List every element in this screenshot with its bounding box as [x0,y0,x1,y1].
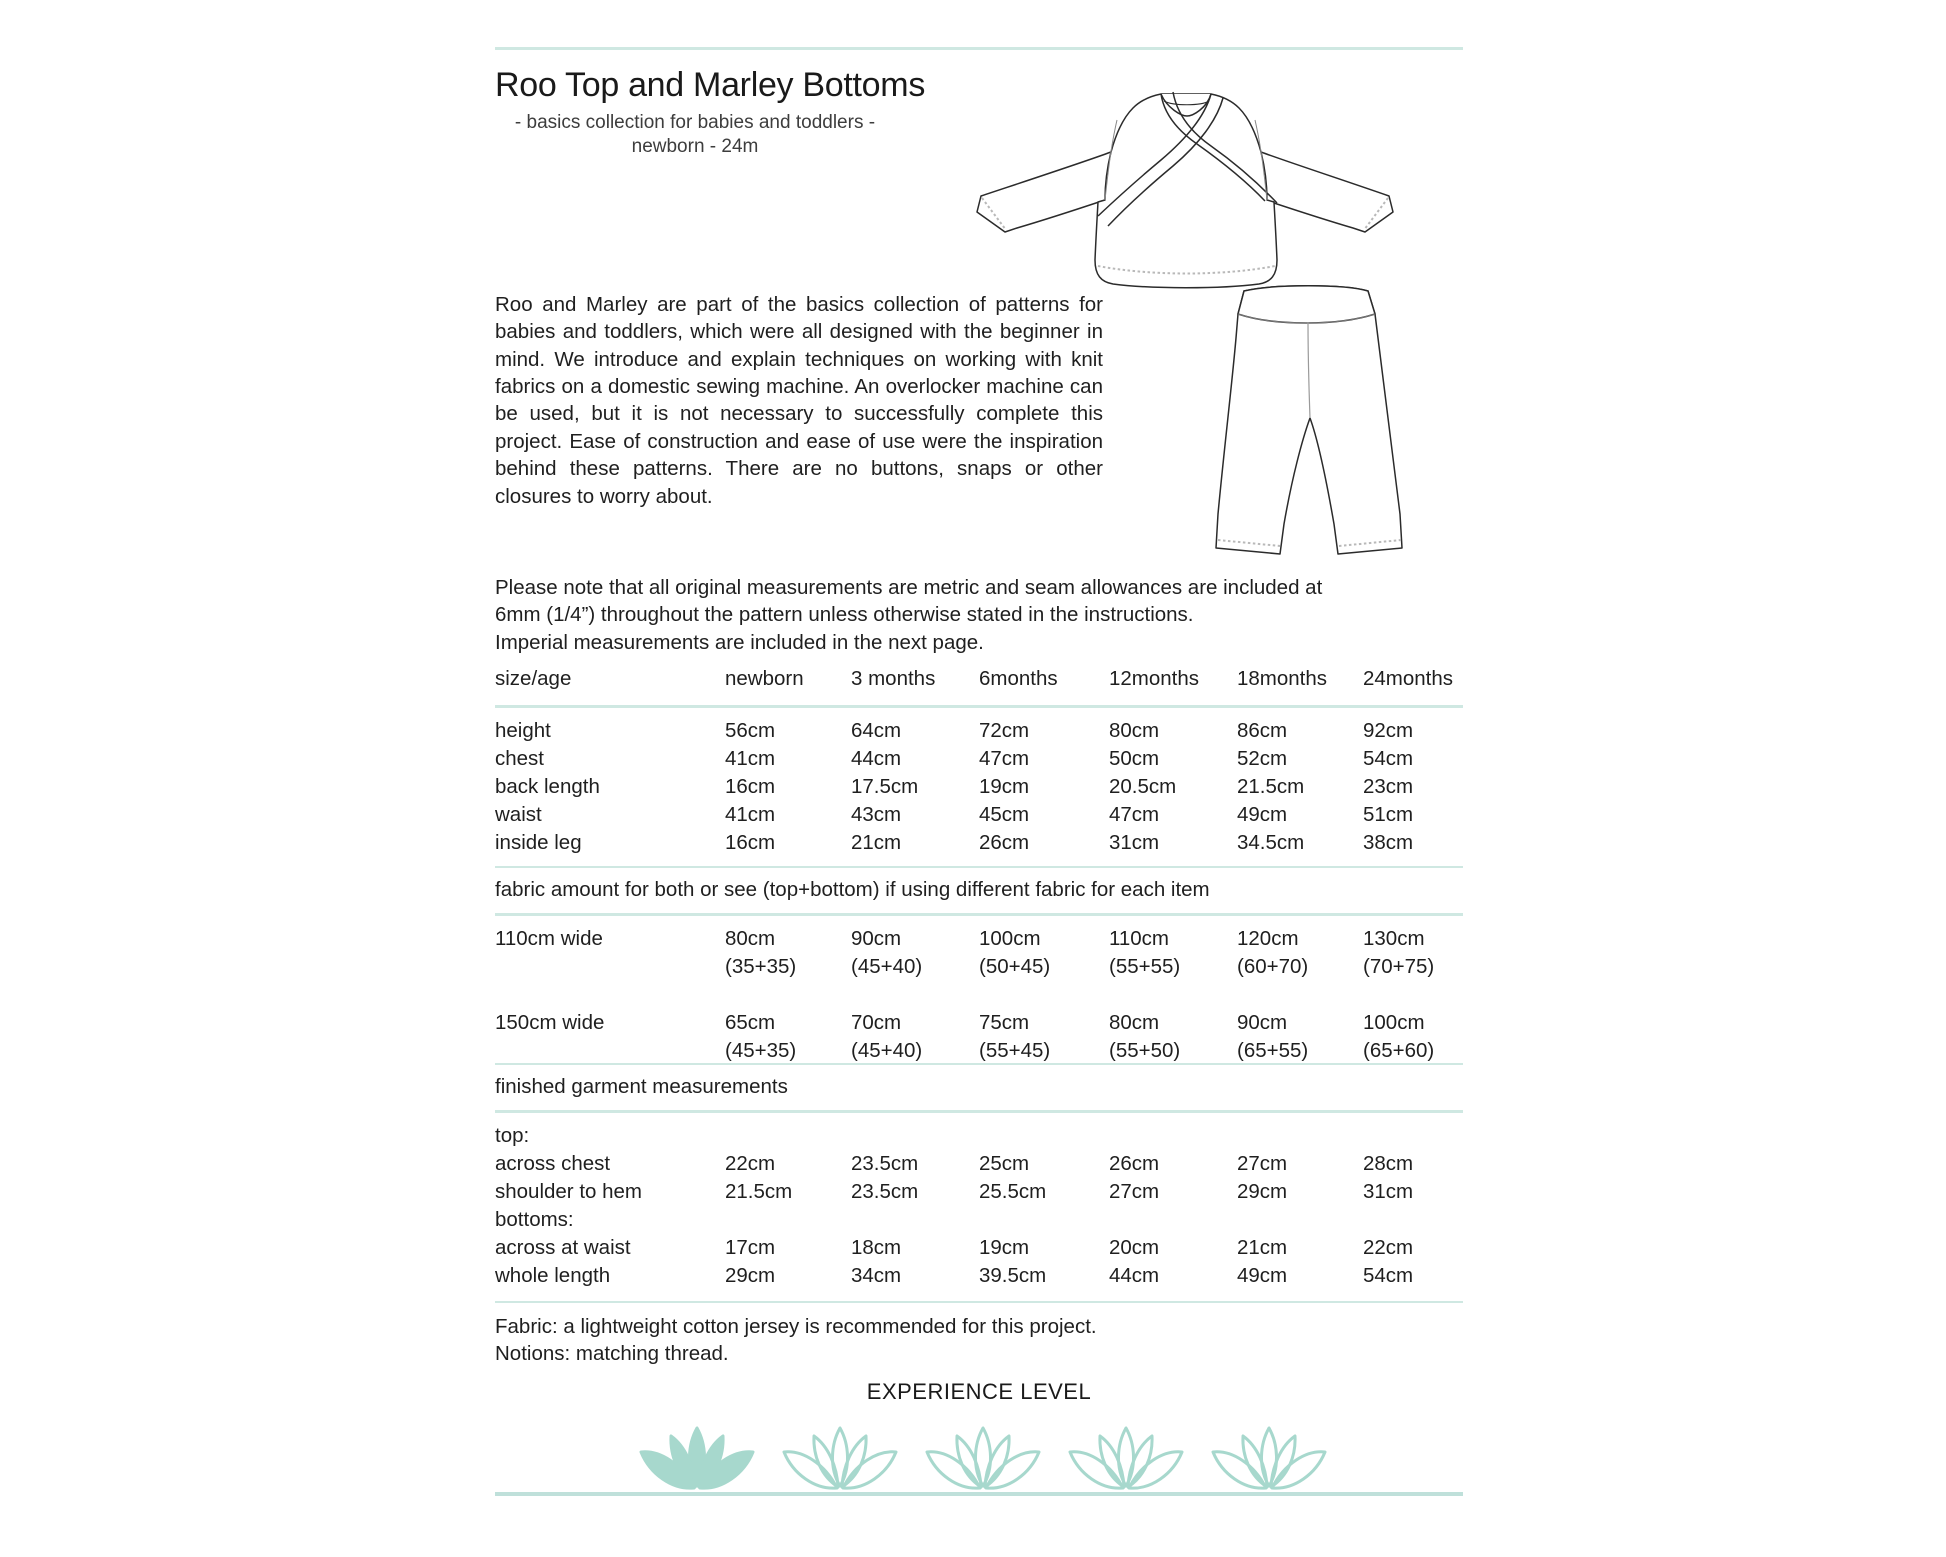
metric-note [495,574,1455,656]
cell-inside-leg-newborn: 16cm [725,831,776,854]
row-label-whole-length: whole length [495,1263,611,1287]
cell-across-chest-24m: 28cm [1363,1151,1414,1175]
cell-110-split-3m: (45+40) [851,954,923,978]
cell-shoulder-hem-18m: 29cm [1237,1179,1288,1203]
cell-across-waist-12m: 20cm [1109,1235,1160,1259]
cell-across-waist-6m: 19cm [979,1235,1030,1259]
cell-150-18m: 90cm [1237,1010,1288,1034]
cell-across-waist-24m: 22cm [1363,1235,1414,1259]
cell-chest-12m: 50cm [1109,747,1160,770]
row-label-back-length: back length [495,775,600,798]
cell-shoulder-hem-24m: 31cm [1363,1179,1414,1203]
cell-height-newborn: 56cm [725,719,776,742]
cell-back-length-6m: 19cm [979,775,1030,798]
cell-110-split-6m: (50+45) [979,954,1051,978]
cell-back-length-12m: 20.5cm [1109,775,1177,798]
cell-chest-newborn: 41cm [725,747,776,770]
cell-across-chest-12m: 26cm [1109,1151,1160,1175]
fabric-section-heading: fabric amount for both or see (top+bottom) if using different fabric for each item [495,878,1210,901]
cell-110-split-12m: (55+55) [1109,954,1181,978]
cell-waist-12m: 47cm [1109,803,1160,826]
row-label-across-chest: across chest [495,1151,611,1175]
cell-across-chest-18m: 27cm [1237,1151,1288,1175]
row-label-across-at-waist: across at waist [495,1235,631,1259]
cell-inside-leg-24m: 38cm [1363,831,1414,854]
cell-150-newborn: 65cm [725,1010,776,1034]
cell-150-split-24m: (65+60) [1363,1038,1435,1062]
finished-section-heading: finished garment measurements [495,1075,788,1098]
cell-waist-6m: 45cm [979,803,1030,826]
cell-shoulder-hem-newborn: 21.5cm [725,1179,793,1203]
group-label-row [495,1209,1463,1237]
group-label-row [495,1125,1463,1153]
cell-whole-length-24m: 54cm [1363,1263,1414,1287]
cell-110-3m: 90cm [851,926,902,950]
header-block [495,66,1015,160]
row-label-150cm-wide: 150cm wide [495,1010,605,1034]
cell-110-newborn: 80cm [725,926,776,950]
subtitle-line-2: newborn - 24m [631,136,759,158]
size-table-body [495,720,1463,860]
table-row [495,776,1463,804]
cell-whole-length-newborn: 29cm [725,1263,776,1287]
cell-waist-24m: 51cm [1363,803,1414,826]
cell-across-chest-newborn: 22cm [725,1151,776,1175]
cell-150-split-3m: (45+40) [851,1038,923,1062]
table-row [495,1153,1463,1181]
cell-110-split-newborn: (35+35) [725,954,797,978]
page-title: Roo Top and Marley Bottoms [495,66,926,104]
cell-waist-3m: 43cm [851,803,902,826]
cell-back-length-24m: 23cm [1363,775,1414,798]
cell-height-3m: 64cm [851,719,902,742]
col-header-6-months: 6months [979,667,1058,690]
cell-150-3m: 70cm [851,1010,902,1034]
row-label-height: height [495,719,551,742]
cell-110-24m: 130cm [1363,926,1425,950]
cell-150-split-12m: (55+50) [1109,1038,1181,1062]
top-divider-rule [495,47,1463,50]
wrap-kimono-top-illustration [965,60,1405,290]
cell-chest-18m: 52cm [1237,747,1288,770]
table-row [495,928,1463,956]
cell-150-split-18m: (65+55) [1237,1038,1309,1062]
size-table-header-row [495,668,1463,705]
cell-inside-leg-3m: 21cm [851,831,902,854]
spacer-row [495,984,1463,1012]
lotus-icon [924,1424,1042,1496]
size-table [495,668,1463,705]
table-row [495,1181,1463,1209]
cell-shoulder-hem-12m: 27cm [1109,1179,1160,1203]
lotus-icon [1210,1424,1328,1496]
cell-whole-length-6m: 39.5cm [979,1263,1047,1287]
cell-110-6m: 100cm [979,926,1041,950]
group-label-bottoms: bottoms: [495,1207,574,1231]
cell-whole-length-3m: 34cm [851,1263,902,1287]
cell-across-chest-3m: 23.5cm [851,1151,919,1175]
lotus-icon [781,1424,899,1496]
cell-inside-leg-12m: 31cm [1109,831,1160,854]
intro-paragraph: Roo and Marley are part of the basics collection of patterns for babies and toddlers, which were all designed with the beginner in mind. We introduce and explain techniques on working with knit fabrics on a domestic sewing machine. An overlocker machine can be used, but it is not necessary to successfully complete this project. Ease of construction and ease of use were the inspiration behind these patterns. There are no buttons, snaps or other closures to worry about. [495,293,1103,508]
lotus-icon [1067,1424,1185,1496]
group-label-top: top: [495,1123,530,1147]
cell-across-waist-3m: 18cm [851,1235,902,1259]
table-row [495,1265,1463,1293]
cell-shoulder-hem-3m: 23.5cm [851,1179,919,1203]
cell-back-length-3m: 17.5cm [851,775,919,798]
cell-back-length-18m: 21.5cm [1237,775,1305,798]
col-header-24-months: 24months [1363,667,1454,690]
finished-measurements-section [495,1063,1463,1303]
fabric-recommendation-line: Fabric: a lightweight cotton jersey is recommended for this project. [495,1315,1097,1338]
row-label-110cm-wide: 110cm wide [495,926,603,950]
cell-inside-leg-18m: 34.5cm [1237,831,1305,854]
subtitle-line-1: - basics collection for babies and toddlers - [514,112,876,133]
lotus-icon [638,1424,756,1496]
fabric-table [495,928,1463,1068]
row-label-inside-leg: inside leg [495,831,582,854]
col-header-size-age: size/age [495,667,572,690]
cell-inside-leg-6m: 26cm [979,831,1030,854]
cell-150-split-6m: (55+45) [979,1038,1051,1062]
col-header-newborn: newborn [725,667,804,690]
cell-150-split-newborn: (45+35) [725,1038,797,1062]
metric-note-line-3: Imperial measurements are included in the next page. [495,630,984,654]
fabric-amount-section [495,866,1463,1068]
experience-level-title: EXPERIENCE LEVEL [866,1379,1092,1404]
table-row [495,1012,1463,1040]
finished-section-bottom-rule [495,1301,1463,1303]
col-header-12-months: 12months [1109,667,1200,690]
bottom-divider-rule [495,1492,1463,1496]
table-row [495,804,1463,832]
cell-waist-newborn: 41cm [725,803,776,826]
cell-whole-length-18m: 49cm [1237,1263,1288,1287]
cell-height-6m: 72cm [979,719,1030,742]
cell-height-24m: 92cm [1363,719,1414,742]
cell-150-6m: 75cm [979,1010,1030,1034]
cell-chest-3m: 44cm [851,747,902,770]
col-header-18-months: 18months [1237,667,1328,690]
size-table-section [495,668,1463,860]
cell-height-12m: 80cm [1109,719,1160,742]
row-label-chest: chest [495,747,544,770]
finished-table [495,1125,1463,1293]
row-label-shoulder-to-hem: shoulder to hem [495,1179,643,1203]
table-row [495,748,1463,776]
row-label-waist: waist [495,803,542,826]
cell-110-split-24m: (70+75) [1363,954,1435,978]
pull-on-pants-illustration [1178,278,1434,563]
cell-whole-length-12m: 44cm [1109,1263,1160,1287]
cell-150-12m: 80cm [1109,1010,1160,1034]
notions-line: Notions: matching thread. [495,1342,729,1366]
cell-waist-18m: 49cm [1237,803,1288,826]
cell-110-18m: 120cm [1237,926,1299,950]
cell-110-split-18m: (60+70) [1237,954,1309,978]
cell-across-chest-6m: 25cm [979,1151,1030,1175]
table-row [495,1237,1463,1265]
cell-back-length-newborn: 16cm [725,775,776,798]
cell-chest-6m: 47cm [979,747,1030,770]
experience-level-rating [638,1420,1328,1496]
cell-height-18m: 86cm [1237,719,1288,742]
cell-chest-24m: 54cm [1363,747,1414,770]
table-row [495,720,1463,748]
col-header-3-months: 3 months [851,667,936,690]
cell-shoulder-hem-6m: 25.5cm [979,1179,1047,1203]
cell-110-12m: 110cm [1109,926,1170,950]
table-row [495,832,1463,860]
cell-across-waist-18m: 21cm [1237,1235,1288,1259]
materials-footer [495,1313,1455,1368]
cell-150-24m: 100cm [1363,1010,1425,1034]
cell-across-waist-newborn: 17cm [725,1235,776,1259]
metric-note-line-2: 6mm (1/4”) throughout the pattern unless otherwise stated in the instructions. [495,603,1194,627]
metric-note-line-1: Please note that all original measurements are metric and seam allowances are included at [495,576,1323,599]
